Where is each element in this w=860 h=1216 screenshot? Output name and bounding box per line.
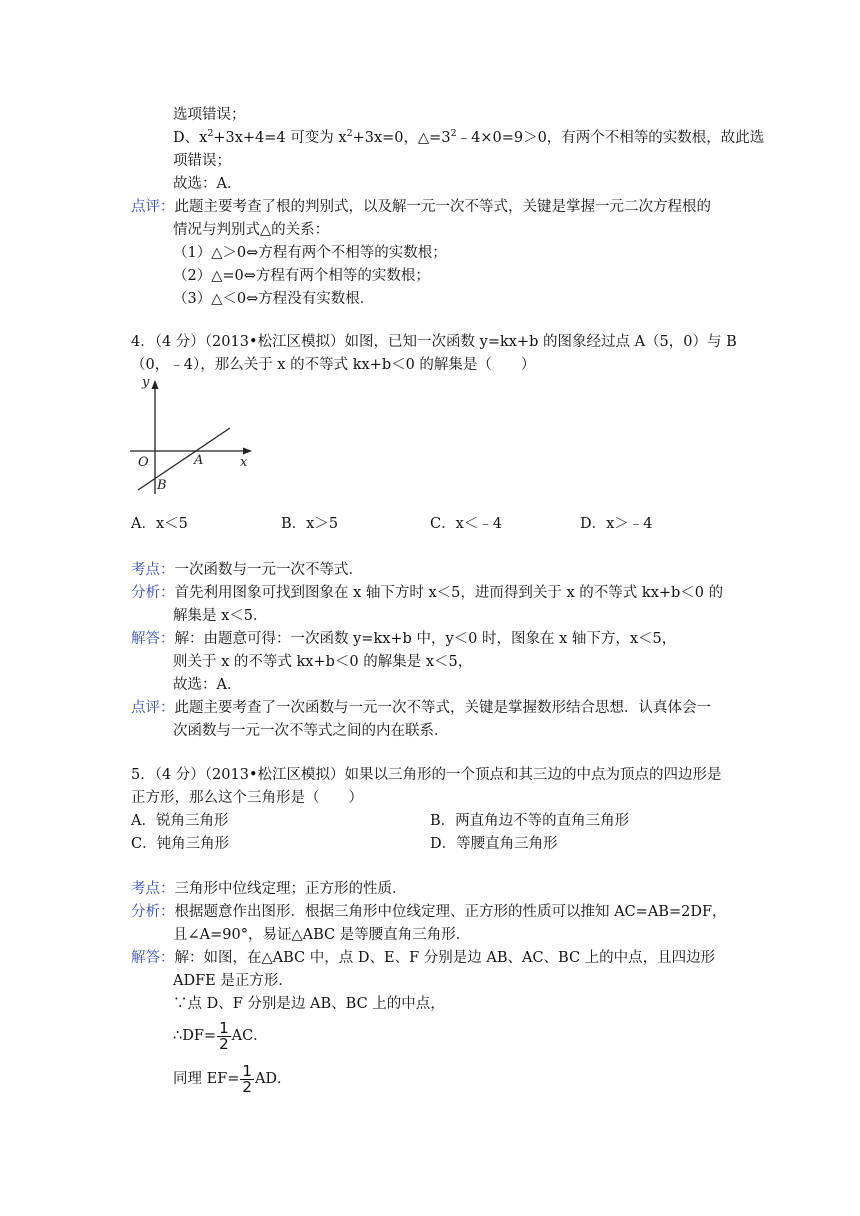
fraction-one-half: $\frac{1}{2}$ xyxy=(219,1018,229,1053)
comment-line: 点评：此题主要考查了根的判别式，以及解一元一次不等式，关键是掌握一元二次方程根的 xyxy=(131,199,711,215)
option-a: A．x＜5 xyxy=(131,516,188,532)
point-b-label: B xyxy=(157,478,167,493)
question-5-stem: 5．（4 分）（2013•松江区模拟）如果以三角形的一个顶点和其三边的中点为顶点的四边形是 xyxy=(131,767,722,783)
text-line: D、$x^2+3x+4=4$ 可变为 $x^2+3x=0$，$\triangle=3^2﹣4\times 0=9>0$，有两个不相等的实数根，故此选 xyxy=(173,128,765,146)
x-axis-arrow xyxy=(243,448,252,455)
text-line: 选项错误； xyxy=(173,107,246,123)
option-c: C．钝角三角形 xyxy=(131,836,230,852)
origin-label: O xyxy=(138,455,149,470)
fenxi-label: 分析： xyxy=(131,904,175,920)
question-4-stem: （0，﹣4），那么关于 x 的不等式 kx+b＜0 的解集是（ ） xyxy=(131,357,536,373)
kaodian-label: 考点： xyxy=(131,881,175,897)
y-axis-arrow xyxy=(152,380,159,389)
text-line: 情况与判别式△的关系： xyxy=(173,222,330,238)
fenxi-line: 分析：根据题意作出图形．根据三角形中位线定理、正方形的性质可以推知 AC=AB=2DF， xyxy=(131,904,727,920)
text-line: 故选：A． xyxy=(173,677,242,693)
kaodian-line: 考点：一次函数与一元一次不等式． xyxy=(131,562,363,578)
question-4-stem: 4．（4 分）（2013•松江区模拟）如图，已知一次函数 y=kx+b 的图象经过点 A（5，0）与 B xyxy=(131,334,737,350)
jieda-line: 解答：解：如图，在△ABC 中，点 D、E、F 分别是边 AB、AC、BC 上的中点，且四边形 xyxy=(131,950,716,966)
option-d: D．x＞﹣4 xyxy=(580,516,653,532)
option-c: C．x＜﹣4 xyxy=(430,516,502,532)
jieda-label: 解答： xyxy=(131,950,175,966)
text-line: （1）△＞0⇔方程有两个不相等的实数根； xyxy=(173,245,447,261)
kaodian-line: 考点：三角形中位线定理；正方形的性质． xyxy=(131,881,407,897)
linear-function-graph xyxy=(128,374,258,498)
kaodian-label: 考点： xyxy=(131,562,175,578)
text-line: 则关于 x 的不等式 kx+b＜0 的解集是 x＜5， xyxy=(173,654,473,670)
text-line: （2）△=0⇔方程有两个相等的实数根； xyxy=(173,268,430,284)
df-equation: ∴DF= $\frac{1}{2}$ AC． xyxy=(173,1018,268,1053)
text-line: ADFE 是正方形． xyxy=(173,973,293,989)
option-a: A．锐角三角形 xyxy=(131,813,229,829)
dianping-label: 点评： xyxy=(131,700,175,716)
function-line xyxy=(138,428,230,490)
point-a-label: A xyxy=(194,453,204,468)
text-line: 项错误； xyxy=(173,153,231,169)
text-line: （3）△＜0⇔方程没有实数根． xyxy=(173,291,375,307)
text-line: 解集是 x＜5． xyxy=(173,608,268,624)
question-5-stem: 正方形，那么这个三角形是（ ） xyxy=(131,790,363,806)
jieda-label: 解答： xyxy=(131,631,175,647)
y-axis-label: y xyxy=(142,375,150,390)
option-d: D．等腰直角三角形 xyxy=(430,836,558,852)
text-line: 故选：A． xyxy=(173,176,242,192)
fenxi-line: 分析：首先利用图象可找到图象在 x 轴下方时 x＜5，进而得到关于 x 的不等式 kx+b＜0 的 xyxy=(131,585,724,601)
option-b: B．两直角边不等的直角三角形 xyxy=(430,813,630,829)
option-b: B．x＞5 xyxy=(281,516,339,532)
comment-label: 点评： xyxy=(131,199,175,215)
fenxi-label: 分析： xyxy=(131,585,175,601)
x-axis-label: x xyxy=(240,455,248,470)
jieda-line: 解答：解：由题意可得：一次函数 y=kx+b 中，y＜0 时，图象在 x 轴下方，x＜5， xyxy=(131,631,677,647)
text-line: ∵点 D、F 分别是边 AB、BC 上的中点， xyxy=(173,996,445,1012)
dianping-line: 点评：此题主要考查了一次函数与一元一次不等式，关键是掌握数形结合思想．认真体会一 xyxy=(131,700,711,716)
text-line: 次函数与一元一次不等式之间的内在联系． xyxy=(173,723,449,739)
fraction-one-half: $\frac{1}{2}$ xyxy=(242,1061,252,1096)
ef-equation: 同理 EF= $\frac{1}{2}$ AD． xyxy=(173,1061,292,1096)
text-line: 且∠A=90°，易证△ABC 是等腰直角三角形． xyxy=(173,927,471,943)
